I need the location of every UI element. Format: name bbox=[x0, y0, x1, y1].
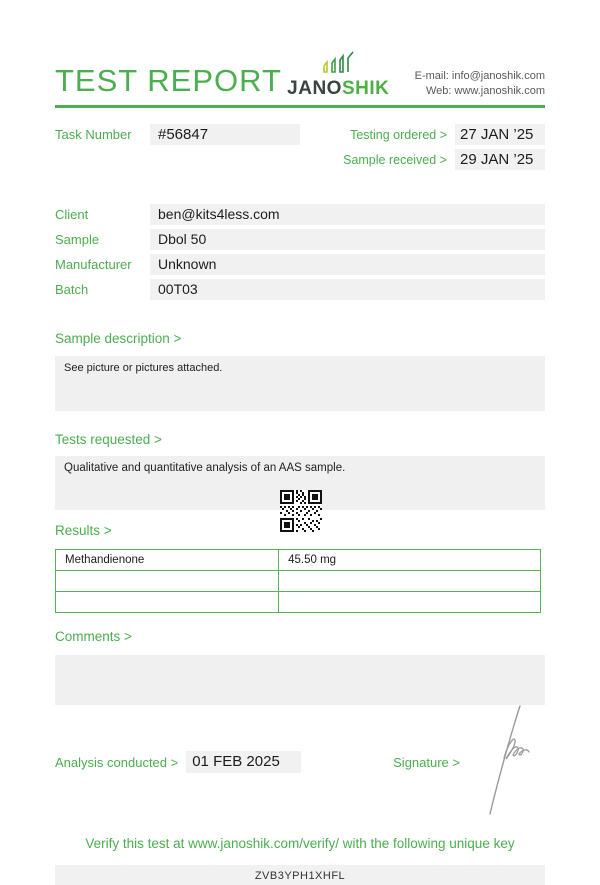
task-number-value: #56847 bbox=[150, 124, 300, 145]
sample-label: Sample bbox=[55, 232, 100, 247]
result-amount bbox=[279, 592, 541, 613]
task-number-label: Task Number bbox=[55, 127, 132, 142]
manufacturer-label: Manufacturer bbox=[55, 257, 132, 272]
sample-received-value: 29 JAN ’25 bbox=[455, 149, 545, 170]
sample-row bbox=[55, 229, 545, 250]
signature-label: Signature > bbox=[393, 754, 460, 770]
result-substance bbox=[56, 592, 279, 613]
sample-received-row bbox=[343, 149, 545, 170]
testing-ordered-label: Testing ordered > bbox=[350, 127, 447, 142]
logo-wordmark bbox=[287, 79, 389, 99]
logo-text-dark: JANO bbox=[287, 78, 342, 99]
comments-box bbox=[55, 655, 545, 705]
task-section bbox=[55, 124, 545, 170]
client-row bbox=[55, 204, 545, 225]
unique-key-value: ZVB3YPH1XHFL bbox=[55, 865, 545, 885]
result-substance bbox=[56, 571, 279, 592]
client-label: Client bbox=[55, 207, 89, 222]
manufacturer-value: Unknown bbox=[150, 254, 545, 275]
tests-requested-box: Qualitative and quantitative analysis of an AAS sample. bbox=[55, 456, 545, 510]
header-divider bbox=[55, 105, 545, 108]
contact-info bbox=[415, 69, 545, 99]
sample-received-label: Sample received > bbox=[343, 152, 447, 167]
table-row bbox=[56, 592, 541, 613]
growth-chart-icon bbox=[317, 50, 359, 79]
info-section bbox=[55, 204, 545, 300]
result-amount bbox=[279, 571, 541, 592]
results-table bbox=[55, 549, 541, 613]
manufacturer-row bbox=[55, 254, 545, 275]
tests-requested-label: Tests requested > bbox=[55, 432, 162, 447]
sample-description-label: Sample description > bbox=[55, 331, 182, 346]
table-row bbox=[56, 550, 541, 571]
sample-description-box: See picture or pictures attached. bbox=[55, 356, 545, 411]
batch-value: 00T03 bbox=[150, 279, 545, 300]
client-value: ben@kits4less.com bbox=[150, 204, 545, 225]
results-label: Results > bbox=[55, 523, 112, 538]
table-row bbox=[56, 571, 541, 592]
analysis-date-value: 01 FEB 2025 bbox=[186, 751, 301, 773]
contact-web: Web: www.janoshik.com bbox=[425, 85, 545, 97]
page-title: TEST REPORT bbox=[55, 63, 282, 98]
testing-ordered-row bbox=[343, 124, 545, 145]
janoshik-logo bbox=[287, 50, 389, 99]
verify-instruction: Verify this test at www.janoshik.com/verify/ with the following unique key bbox=[85, 836, 515, 851]
analysis-conducted-label: Analysis conducted > bbox=[55, 754, 179, 770]
sample-value: Dbol 50 bbox=[150, 229, 545, 250]
signature-image bbox=[468, 702, 530, 817]
contact-email: E-mail: info@janoshik.com bbox=[414, 70, 545, 82]
testing-ordered-value: 27 JAN ’25 bbox=[455, 124, 545, 145]
result-amount: 45.50 mg bbox=[279, 550, 541, 571]
header bbox=[55, 0, 545, 99]
comments-label: Comments > bbox=[55, 629, 132, 644]
batch-row bbox=[55, 279, 545, 300]
batch-label: Batch bbox=[55, 282, 89, 297]
logo-text-green: SHIK bbox=[341, 78, 390, 99]
qr-code bbox=[280, 489, 322, 533]
result-substance: Methandienone bbox=[56, 550, 279, 571]
